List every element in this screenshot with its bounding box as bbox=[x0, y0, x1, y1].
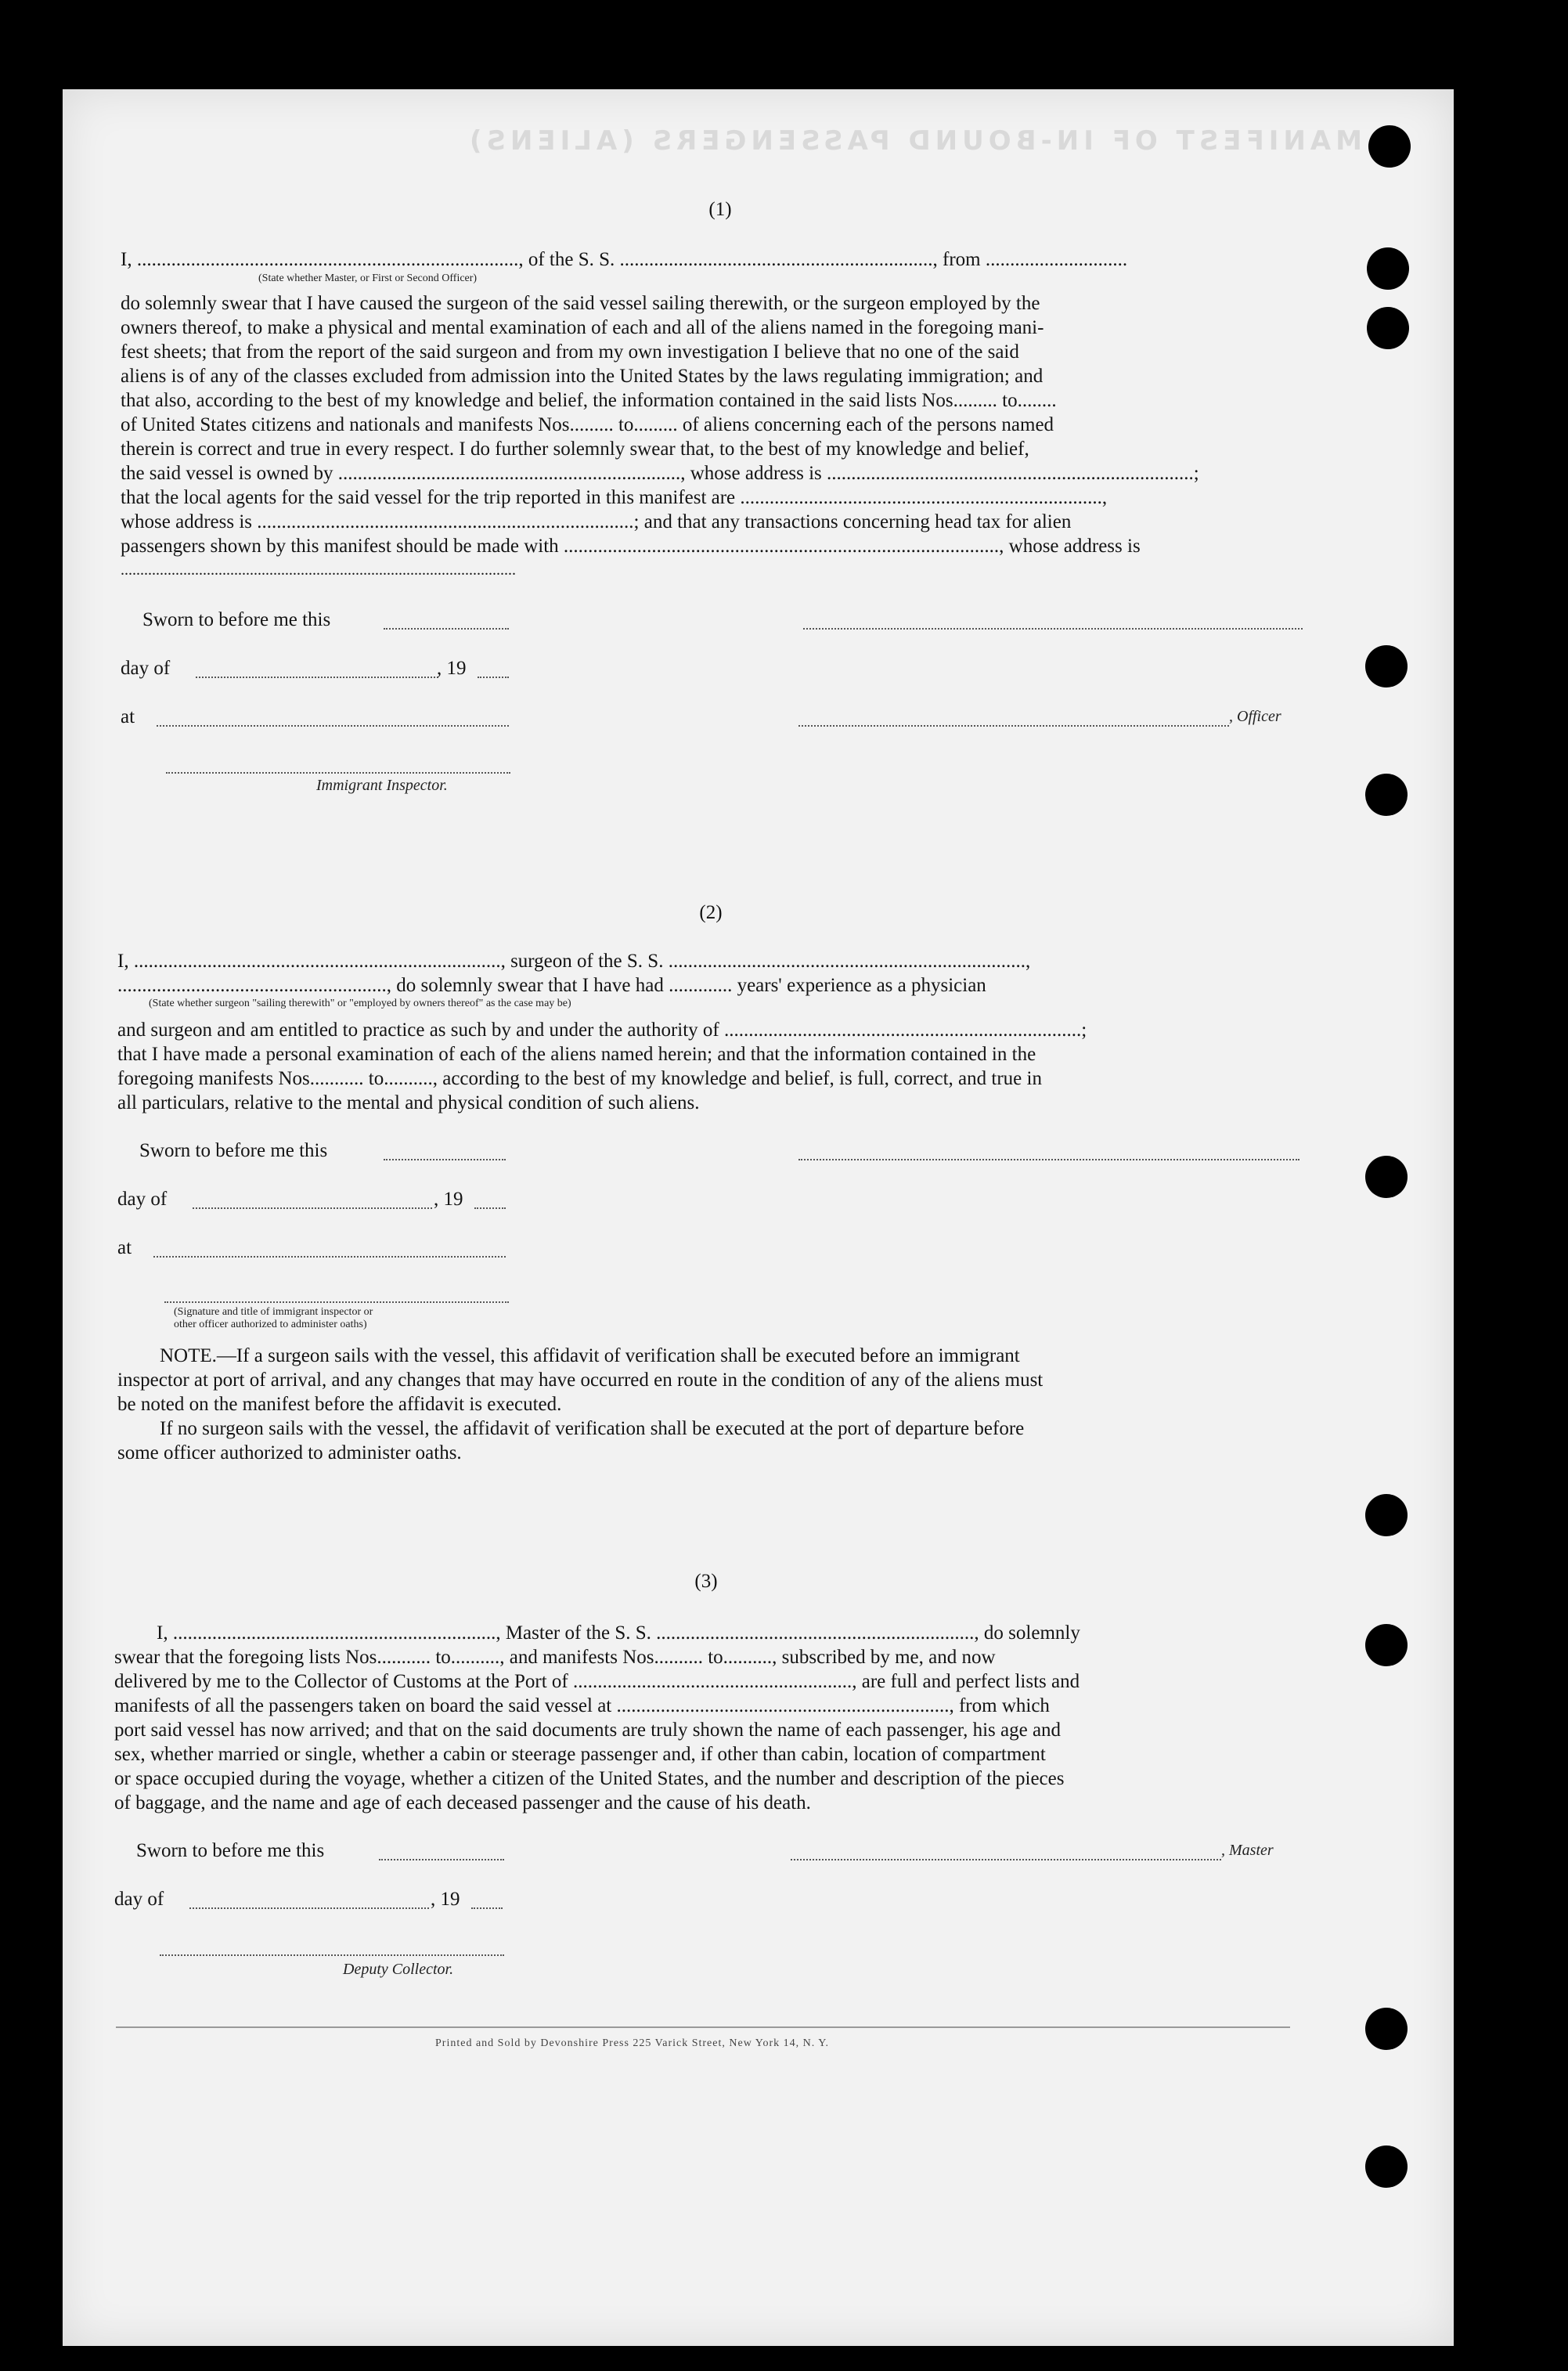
section-3-year-label: , 19 bbox=[431, 1889, 460, 1910]
section-2-inspector-line bbox=[164, 1301, 509, 1303]
punch-hole bbox=[1365, 1494, 1408, 1536]
section-1-sworn-label: Sworn to before me this bbox=[142, 609, 331, 630]
note-line: some officer authorized to administer oaths. bbox=[117, 1442, 462, 1463]
section-1-inspector-label: Immigrant Inspector. bbox=[316, 777, 448, 794]
section-3-master-label: , Master bbox=[1221, 1842, 1274, 1859]
note-line: be noted on the manifest before the affidavit is executed. bbox=[117, 1394, 562, 1415]
punch-hole bbox=[1367, 307, 1409, 349]
section-1-at-label: at bbox=[121, 706, 135, 727]
punch-hole bbox=[1365, 1624, 1408, 1666]
section-2-line1: I, ..........................................................................., surgeon of the S. S. ........................................................................., bbox=[117, 951, 1031, 972]
section-1-text-line: do solemnly swear that I have caused the surgeon of the said vessel sailing therewith, or the surgeon employed by the bbox=[121, 293, 1040, 314]
section-2-number: (2) bbox=[699, 902, 723, 923]
section-1-text-line: aliens is of any of the classes excluded from admission into the United States by the laws regulating immigration; and bbox=[121, 366, 1044, 387]
section-1-body bbox=[121, 291, 1303, 583]
section-3-sworn-label: Sworn to before me this bbox=[136, 1840, 325, 1861]
punch-hole bbox=[1368, 125, 1411, 168]
section-3-day-line bbox=[189, 1907, 429, 1909]
section-2-sig-note-1: (Signature and title of immigrant inspector or bbox=[174, 1306, 373, 1318]
section-1-number: (1) bbox=[708, 199, 732, 220]
section-1-text-line: ..................................................................................................... bbox=[121, 561, 516, 579]
section-2-sig-note-2: other officer authorized to administer oaths) bbox=[174, 1319, 367, 1330]
section-2-at-line bbox=[153, 1256, 506, 1258]
section-3-text-line: delivered by me to the Collector of Customs at the Port of ........................................................., are full and perfect lists and bbox=[114, 1671, 1080, 1692]
section-2-text-line: that I have made a personal examination of each of the aliens named herein; and that the information contained in the bbox=[117, 1044, 1036, 1065]
section-3-body bbox=[114, 1621, 1296, 1815]
section-3-text-line: of baggage, and the name and age of each deceased passenger and the cause of his death. bbox=[114, 1792, 811, 1813]
section-3-deputy-line bbox=[160, 1954, 504, 1956]
section-3-text-line: I, .................................................................., Master of the S. S. ................................................................., do solemnly bbox=[157, 1622, 1080, 1644]
section-3-text-line: manifests of all the passengers taken on board the said vessel at ...................................................................., from which bbox=[114, 1695, 1050, 1716]
section-2-line2-subcaption: (State whether surgeon "sailing therewith" or "employed by owners thereof" as the case may be) bbox=[149, 998, 571, 1009]
section-2-at-label: at bbox=[117, 1237, 132, 1258]
section-3-day-label: day of bbox=[114, 1889, 164, 1910]
section-1-officer-line bbox=[798, 725, 1229, 727]
section-2-text-line: all particulars, relative to the mental and physical condition of such aliens. bbox=[117, 1092, 700, 1113]
section-1-text-line: therein is correct and true in every respect. I do further solemnly swear that, to the best of my knowledge and belief, bbox=[121, 438, 1029, 460]
section-1-inspector-line bbox=[166, 772, 510, 774]
section-2-year-label: , 19 bbox=[434, 1189, 463, 1210]
section-1-sworn-date-line bbox=[384, 628, 509, 630]
section-1-text-line: fest sheets; that from the report of the said surgeon and from my own investigation I believe that no one of the said bbox=[121, 341, 1019, 363]
section-1-text-line: that the local agents for the said vessel for the trip reported in this manifest are .........................................................................., bbox=[121, 487, 1108, 508]
section-1-text-line: passengers shown by this manifest should be made with ........................................................................................., whose address is bbox=[121, 536, 1141, 557]
section-3-text-line: port said vessel has now arrived; and that on the said documents are truly shown the name of each passenger, his age and bbox=[114, 1720, 1062, 1741]
punch-hole bbox=[1365, 1156, 1408, 1198]
section-1-year-line bbox=[478, 677, 509, 678]
printer-imprint: Printed and Sold by Devonshire Press 225 Varick Street, New York 14, N. Y. bbox=[435, 2037, 830, 2049]
punch-hole bbox=[1365, 645, 1408, 687]
punch-hole bbox=[1365, 774, 1408, 816]
section-2-line2: ......................................................., do solemnly swear that I have had ............. years' experience as a physician bbox=[117, 975, 986, 996]
section-1-year-label: , 19 bbox=[437, 658, 467, 679]
note-line: If no surgeon sails with the vessel, the affidavit of verification shall be executed at the port of departure before bbox=[160, 1418, 1025, 1439]
section-1-text-line: that also, according to the best of my knowledge and belief, the information contained in the said lists Nos......... to........ bbox=[121, 390, 1057, 411]
section-2-note bbox=[117, 1344, 1299, 1465]
section-2-text-line: foregoing manifests Nos........... to.........., according to the best of my knowledge and belief, is full, correct, and true in bbox=[117, 1068, 1042, 1089]
punch-hole bbox=[1365, 2145, 1408, 2188]
section-1-text-line: of United States citizens and nationals and manifests Nos......... to......... of aliens concerning each of the persons named bbox=[121, 414, 1054, 435]
section-2-year-line bbox=[474, 1207, 506, 1209]
punch-hole bbox=[1365, 2008, 1408, 2050]
section-1-day-label: day of bbox=[121, 658, 171, 679]
note-line: inspector at port of arrival, and any changes that may have occurred en route in the condition of any of the aliens must bbox=[117, 1370, 1044, 1391]
section-3-text-line: swear that the foregoing lists Nos........... to.........., and manifests Nos.......... to.........., subscribed by me, and now bbox=[114, 1647, 996, 1668]
footer-rule bbox=[116, 2026, 1290, 2028]
section-3-sworn-date-line bbox=[379, 1859, 504, 1860]
note-line: NOTE.—If a surgeon sails with the vessel, this affidavit of verification shall be executed before an immigrant bbox=[160, 1345, 1020, 1366]
bleed-through-header: MANIFEST OF IN-BOUND PASSENGERS (ALIENS) bbox=[464, 125, 1362, 157]
section-1-at-line bbox=[157, 725, 509, 727]
section-2-day-label: day of bbox=[117, 1189, 168, 1210]
section-3-year-line bbox=[471, 1907, 503, 1909]
section-1-signature-line bbox=[803, 628, 1303, 630]
section-2-sworn-label: Sworn to before me this bbox=[139, 1140, 328, 1161]
section-2-sworn-date-line bbox=[384, 1159, 506, 1160]
section-1-text-line: the said vessel is owned by ......................................................................, whose address is ...........................................................................; bbox=[121, 463, 1199, 484]
section-1-text-line: whose address is .............................................................................; and that any transactions concerning head tax for alien bbox=[121, 511, 1072, 532]
section-2-body bbox=[117, 1018, 1299, 1115]
section-1-line1-subcaption: (State whether Master, or First or Second Officer) bbox=[258, 272, 478, 284]
punch-hole bbox=[1367, 247, 1409, 290]
section-1-line1: I, .............................................................................., of the S. S. ................................................................, from ............................. bbox=[121, 249, 1128, 270]
section-3-text-line: or space occupied during the voyage, whether a citizen of the United States, and the number and description of the pieces bbox=[114, 1768, 1065, 1789]
section-1-officer-label: , Officer bbox=[1229, 708, 1281, 725]
section-3-text-line: sex, whether married or single, whether a cabin or steerage passenger and, if other than cabin, location of compartment bbox=[114, 1744, 1046, 1765]
section-2-day-line bbox=[193, 1207, 432, 1209]
section-1-first-line bbox=[121, 247, 1303, 272]
section-1-text-line: owners thereof, to make a physical and mental examination of each and all of the aliens named in the foregoing mani- bbox=[121, 317, 1044, 338]
section-2-text-line: and surgeon and am entitled to practice as such by and under the authority of .........................................................................; bbox=[117, 1019, 1087, 1041]
section-3-number: (3) bbox=[694, 1571, 718, 1592]
section-3-deputy-label: Deputy Collector. bbox=[343, 1961, 454, 1978]
section-2-heading-lines bbox=[117, 949, 1299, 998]
section-2-signature-line bbox=[798, 1159, 1299, 1160]
section-3-signature-line bbox=[791, 1859, 1221, 1860]
section-1-day-line bbox=[196, 677, 438, 678]
